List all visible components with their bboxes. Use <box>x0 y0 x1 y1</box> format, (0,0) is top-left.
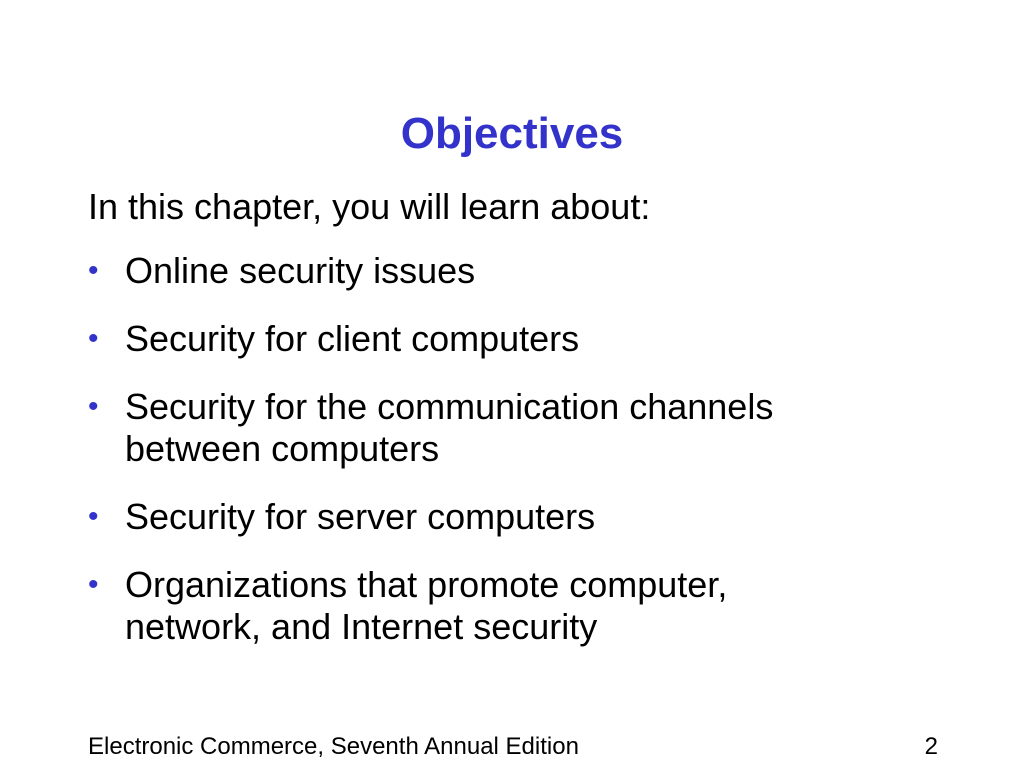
list-item-text: Online security issues <box>125 250 476 291</box>
objectives-list <box>88 250 888 674</box>
list-item-text-continued: network, and Internet security <box>125 606 598 647</box>
list-item <box>88 318 888 360</box>
list-item-text: Security for the communication channels <box>125 386 774 427</box>
footer-text: Electronic Commerce, Seventh Annual Edition <box>88 733 579 760</box>
intro-text: In this chapter, you will learn about: <box>88 186 651 227</box>
page-number: 2 <box>924 733 938 760</box>
list-item <box>88 496 888 538</box>
bullet-icon: • <box>88 500 99 533</box>
list-item <box>88 564 888 648</box>
list-item-text: Security for server computers <box>125 496 596 537</box>
list-item-text: Organizations that promote computer, <box>125 564 728 605</box>
list-item <box>88 386 888 470</box>
list-item <box>88 250 888 292</box>
list-item-text: Security for client computers <box>125 318 580 359</box>
list-item-text-continued: between computers <box>125 428 440 469</box>
slide-title: Objectives <box>400 109 624 158</box>
bullet-icon: • <box>88 322 99 355</box>
bullet-icon: • <box>88 390 99 423</box>
bullet-icon: • <box>88 254 99 287</box>
bullet-icon: • <box>88 568 99 601</box>
